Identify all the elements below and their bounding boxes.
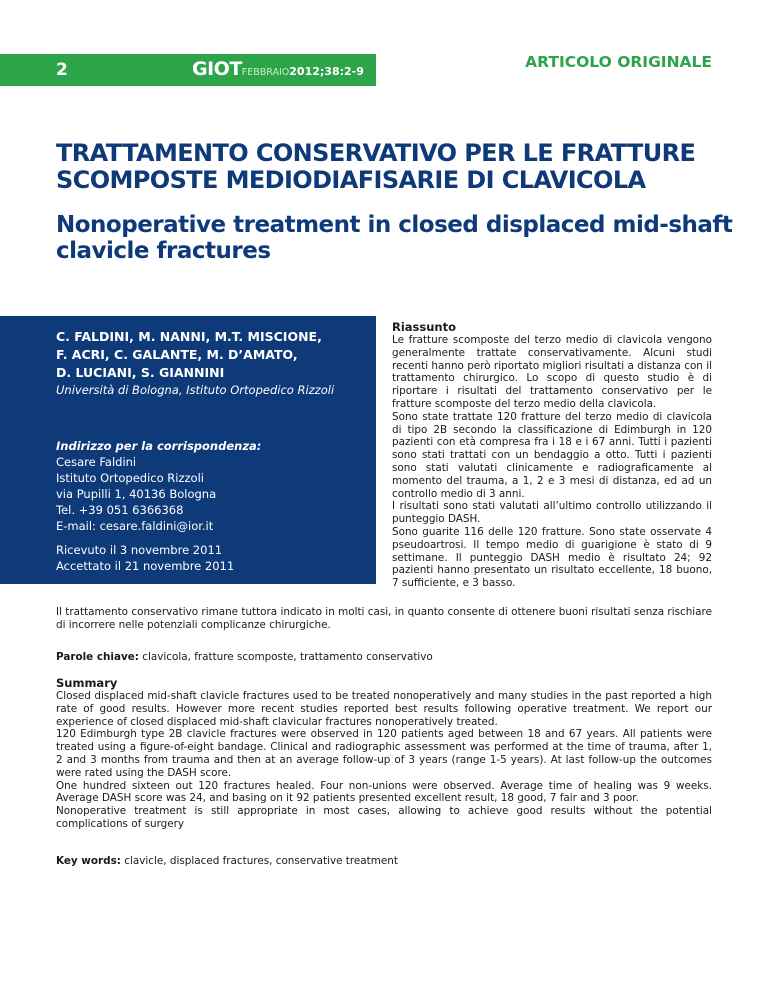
author-line: D. LUCIANI, S. GIANNINI <box>56 365 225 380</box>
author-line: C. FALDINI, M. NANNI, M.T. MISCIONE, <box>56 329 322 344</box>
riassunto <box>392 320 712 590</box>
keywords-english <box>56 855 398 867</box>
riassunto-paragraph: Sono state trattate 120 fratture del terzo medio di clavicola di tipo 2B secondo la classificazione di Edimburgh in 120 pazienti con età compresa fra i 18 e i 67 anni. Tutti i pazienti sono stati trattati con un bendaggio a otto. Tutti i pazienti sono stati valutati clinicamente e radiograficamente al momento del trauma, a 1, 2 e 3 mesi di distanza, ed ad un controllo medio di 3 anni. <box>392 410 712 500</box>
section-label: ARTICOLO ORIGINALE <box>525 53 712 71</box>
riassunto-paragraph: I risultati sono stati valutati all’ultimo controllo utilizzando il punteggio DASH. <box>392 500 712 526</box>
journal-reference <box>192 58 364 80</box>
received-date: Ricevuto il 3 novembre 2011 <box>56 543 223 557</box>
journal-name: GIOT <box>192 58 242 80</box>
riassunto-conclusion: Il trattamento conservativo rimane tuttora indicato in molti casi, in quanto consente di ottenere buoni risultati senza rischiare di incorrere nelle potenziali complicanze chirurgiche. <box>56 606 712 631</box>
correspondence-line: Tel. +39 051 6366368 <box>56 503 184 517</box>
correspondence-line: Istituto Ortopedico Rizzoli <box>56 471 204 485</box>
keywords-label: Key words: <box>56 855 121 867</box>
correspondence-line: Cesare Faldini <box>56 455 137 469</box>
dates <box>56 542 234 574</box>
title-english: Nonoperative treatment in closed displaced mid-shaft clavicle fractures <box>56 212 733 264</box>
title-italian: TRATTAMENTO CONSERVATIVO PER LE FRATTURE SCOMPOSTE MEDIODIAFISARIE DI CLAVICOLA <box>56 139 696 194</box>
keywords-text: clavicle, displaced fractures, conservative treatment <box>124 855 398 867</box>
summary <box>56 676 712 831</box>
summary-heading: Summary <box>56 676 118 690</box>
correspondence <box>56 438 261 534</box>
author-box <box>0 316 376 584</box>
summary-paragraph: 120 Edimburgh type 2B clavicle fractures were observed in 120 patients aged between 18 and 67 years. All patients were treated using a figure-of-eight bandage. Clinical and radiographic assessment was performed at the time of trauma, after 1, 2 and 3 months from trauma and then at an average follow-up of 3 years (range 1-5 years). At last follow-up the outcomes were rated using the DASH score. <box>56 728 712 779</box>
authors <box>56 328 362 382</box>
keywords-italian <box>56 651 433 663</box>
issue-month: FEBBRAIO <box>241 67 290 78</box>
riassunto-paragraph: Sono guarite 116 delle 120 fratture. Sono state osservate 4 pseudoartrosi. Il tempo medio di guarigione è stato di 9 settimane. Il punteggio DASH medio è risultato 24; 92 pazienti hanno presentato un risultato eccellente, 18 buono, 7 sufficiente, e 3 basso. <box>392 525 712 590</box>
keywords-label: Parole chiave: <box>56 651 139 663</box>
accepted-date: Accettato il 21 novembre 2011 <box>56 559 235 573</box>
riassunto-heading: Riassunto <box>392 320 457 334</box>
summary-paragraph: One hundred sixteen out 120 fractures healed. Four non-unions were observed. Average time of healing was 9 weeks. Average DASH score was 24, and basing on it 92 patients presented excellent result, 18 good, 7 fair and 3 poor. <box>56 779 712 805</box>
correspondence-label: Indirizzo per la corrispondenza: <box>56 439 262 453</box>
page-number: 2 <box>56 60 68 80</box>
summary-paragraph: Closed displaced mid-shaft clavicle fractures used to be treated nonoperatively and many studies in the past reported a high rate of good results. However more recent studies reported best results following operative treatment. We report our experience of closed displaced mid-shaft clavicular fractures nonoperatively treated. <box>56 690 712 728</box>
riassunto-paragraph: Le fratture scomposte del terzo medio di clavicola vengono generalmente trattate conservativamente. Alcuni studi recenti hanno però riportato migliori risultati a distanza con il trattamento chirurgico. Lo scopo di questo studio è di riportare i risultati del trattamento conservativo per le fratture scomposte del terzo medio della clavicola. <box>392 334 712 410</box>
keywords-text: clavicola, fratture scomposte, trattamento conservativo <box>142 651 433 663</box>
email-line: E-mail: cesare.faldini@ior.it <box>56 519 214 533</box>
summary-paragraph: Nonoperative treatment is still appropriate in most cases, allowing to achieve good results without the potential complications of surgery <box>56 805 712 830</box>
author-line: F. ACRI, C. GALANTE, M. D’AMATO, <box>56 347 298 362</box>
correspondence-line: via Pupilli 1, 40136 Bologna <box>56 487 217 501</box>
affiliation: Università di Bologna, Istituto Ortopedico Rizzoli <box>56 383 335 397</box>
issue-ref: 2012;38:2-9 <box>289 65 364 78</box>
